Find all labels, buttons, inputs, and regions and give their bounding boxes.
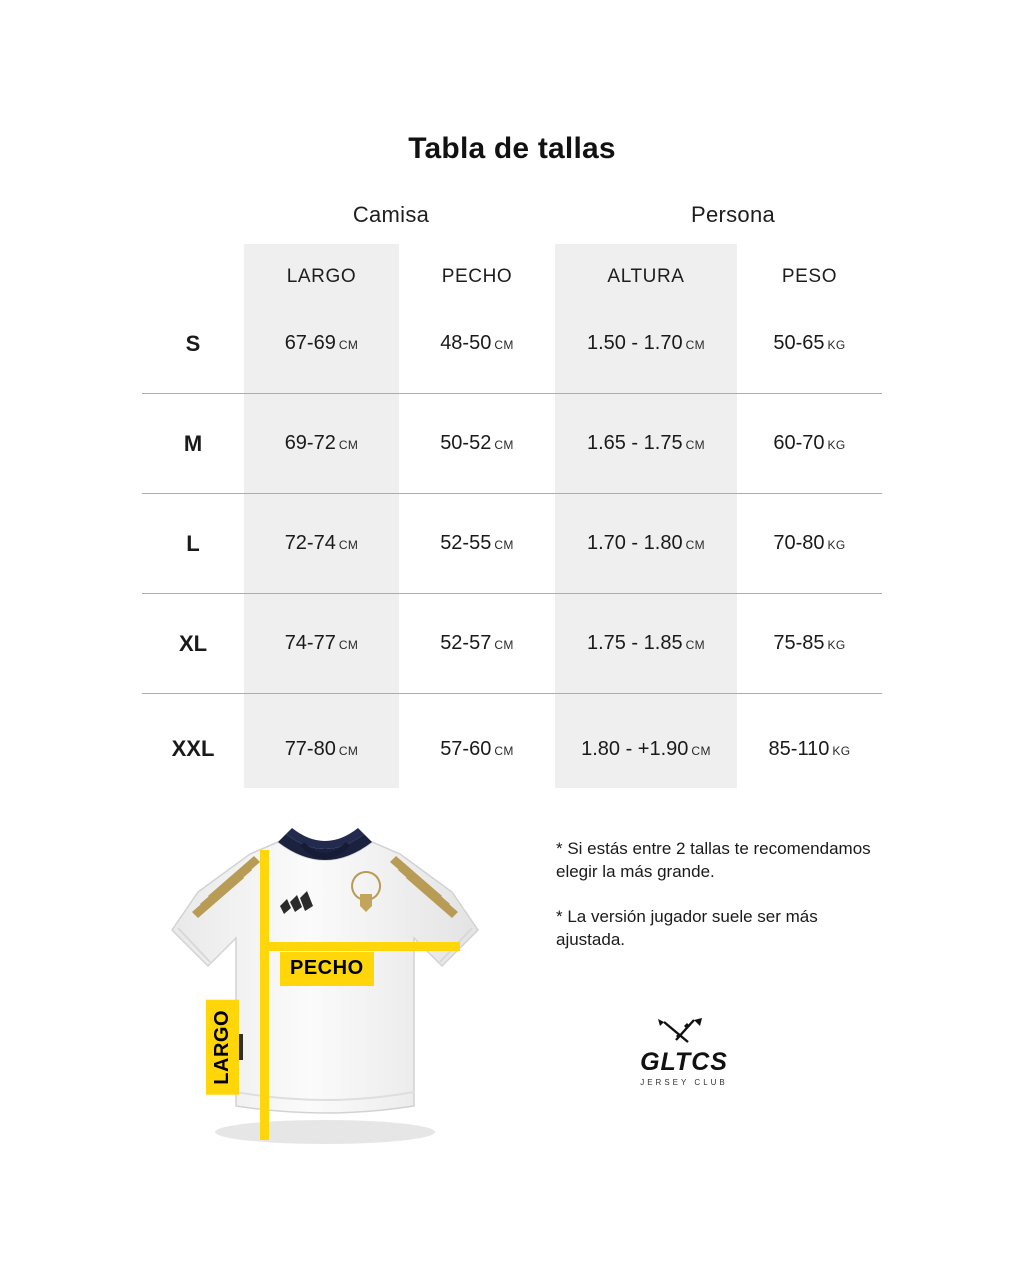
value-peso: 85-110 [768, 737, 830, 760]
unit-pecho: CM [494, 743, 514, 758]
largo-measure-line [260, 850, 269, 1140]
cell-pecho [399, 432, 555, 455]
cell-peso [737, 632, 882, 655]
value-altura: 1.65 - 1.75 [586, 432, 683, 454]
header-largo: LARGO [286, 266, 357, 287]
group-header-persona: Persona [690, 202, 776, 227]
cell-size: L [186, 530, 200, 556]
unit-largo: CM [338, 638, 359, 652]
cell-largo [244, 532, 399, 555]
cell-altura [555, 332, 737, 355]
unit-pecho: CM [494, 638, 514, 652]
cell-size: S [185, 330, 201, 356]
unit-largo: CM [338, 438, 359, 452]
header-size [142, 288, 244, 294]
unit-peso: KG [827, 438, 846, 452]
value-peso: 75-85 [773, 632, 825, 654]
cell-largo [244, 738, 399, 761]
page-title: Tabla de tallas [408, 132, 616, 165]
table-row [142, 294, 882, 394]
value-pecho: 50-52 [440, 432, 492, 454]
cell-size: XXL [171, 736, 215, 761]
cell-size: XL [178, 630, 208, 656]
value-largo: 72-74 [284, 532, 336, 554]
group-header-camisa: Camisa [352, 202, 430, 227]
value-peso: 70-80 [773, 532, 825, 554]
unit-largo: CM [338, 338, 359, 352]
cell-pecho [399, 332, 555, 355]
value-altura: 1.70 - 1.80 [586, 532, 683, 554]
unit-altura: CM [685, 338, 706, 352]
table-row [142, 594, 882, 694]
cell-largo [244, 432, 399, 455]
cell-pecho [399, 738, 555, 761]
value-largo: 77-80 [284, 737, 336, 760]
cell-peso [737, 738, 882, 761]
cell-peso [737, 532, 882, 555]
value-peso: 60-70 [773, 432, 825, 454]
table-row [142, 394, 882, 494]
unit-altura: CM [691, 743, 711, 758]
note-1: * Si estás entre 2 tallas te recomendamos elegir la más grande. [556, 839, 871, 881]
value-largo: 74-77 [284, 632, 336, 654]
unit-pecho: CM [494, 538, 514, 552]
value-altura: 1.50 - 1.70 [586, 332, 683, 354]
cell-altura [555, 632, 737, 655]
value-pecho: 52-55 [440, 532, 492, 554]
cell-largo [244, 332, 399, 355]
value-altura: 1.80 - +1.90 [581, 737, 689, 760]
jersey-diagram [150, 820, 500, 1150]
cell-altura [555, 532, 737, 555]
largo-label: LARGO [206, 1000, 239, 1095]
cell-altura [555, 738, 737, 761]
value-pecho: 48-50 [440, 332, 492, 354]
note-2: * La versión jugador suele ser más ajustada. [556, 906, 818, 949]
table-header-row [142, 244, 882, 294]
header-altura: ALTURA [607, 266, 685, 287]
header-peso: PESO [781, 266, 838, 287]
value-largo: 69-72 [284, 432, 336, 454]
cell-peso [737, 432, 882, 455]
value-pecho: 57-60 [440, 737, 492, 760]
unit-peso: KG [827, 538, 846, 552]
unit-peso: KG [827, 638, 846, 652]
cell-size: M [183, 430, 203, 456]
header-pecho: PECHO [441, 266, 513, 287]
unit-pecho: CM [494, 338, 514, 352]
unit-peso: KG [832, 743, 851, 758]
value-largo: 67-69 [284, 332, 336, 354]
pecho-measure-line [260, 942, 460, 951]
table-row [142, 494, 882, 594]
value-peso: 50-65 [773, 332, 825, 354]
table-row [142, 694, 882, 804]
unit-pecho: CM [494, 438, 514, 452]
brand-name: GLTCS [640, 1048, 728, 1076]
cell-largo [244, 632, 399, 655]
cell-pecho [399, 632, 555, 655]
pecho-label: PECHO [280, 952, 374, 986]
unit-altura: CM [685, 638, 706, 652]
crossed-swords-icon [654, 1016, 714, 1048]
unit-peso: KG [827, 338, 846, 352]
unit-largo: CM [338, 538, 359, 552]
unit-largo: CM [338, 743, 359, 758]
unit-altura: CM [685, 538, 706, 552]
cell-peso [737, 332, 882, 355]
cell-pecho [399, 532, 555, 555]
value-pecho: 52-57 [440, 632, 492, 654]
value-altura: 1.75 - 1.85 [586, 632, 683, 654]
size-table [142, 244, 882, 804]
notes-block [556, 838, 886, 974]
cell-altura [555, 432, 737, 455]
brand-logo [624, 1016, 744, 1087]
brand-tagline: JERSEY CLUB [640, 1078, 728, 1087]
unit-altura: CM [685, 438, 706, 452]
